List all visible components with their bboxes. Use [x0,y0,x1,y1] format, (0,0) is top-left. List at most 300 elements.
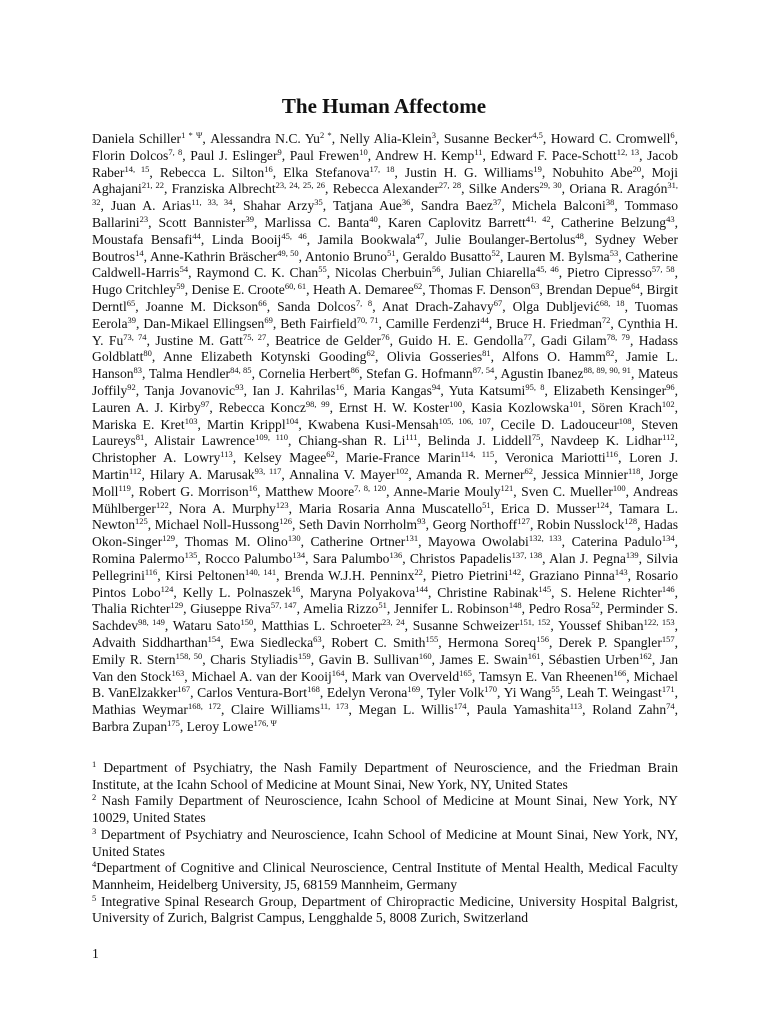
author [92,450,233,465]
author-name: Nora A. Murphy [178,500,276,516]
author-affiliation-marker: 160 [418,650,432,661]
author [559,635,675,650]
author-name: Raymond C. K. Chan [196,265,319,281]
author-name: Veronica Mariotti [505,450,606,466]
author-affiliation-marker: 134 [292,549,306,560]
author-affiliation-marker: 16 [291,583,301,594]
author-affiliation-marker: 93 [235,381,244,392]
author-affiliation-marker: 51 [482,499,491,510]
author-name: Amanda R. Merner [416,466,525,482]
author [163,349,375,364]
author [502,349,615,364]
author-list: Daniela Schiller$^{1 * \Psi}$, Alessandra N.C. $Yu^{2 *}$, Nelly Alia-Klein$^3$, Susanne Becker$^{4,5}$, Howard C. Cromwell$^6$, Florin Dolcos$^{7, 8}$, Paul J. Eslinger$^9$, Paul Frewen$^{10}$, Andrew H. Kemp$^{11}$, Edward F. Pace-Schott$^{12, 13}$, Jacob Raber$^{14, 15}$, Rebecca L. Silton$^{16}$, Elka Stefanova$^{17, 18}$, Justin H. G. Williams$^{19}$, Nobuhito Abe$^{20}$, Moji Aghajani$^{21, 22}$, Franziska Albrecht$^{23, 24, 25, 26}$, Rebecca Alexander$^{27, 28}$, Silke Anders$^{29, 30}$, Oriana R. Aragón$^{31, 32}$, Juan A. Arias$^{11, 33, 34}$, Shahar Arzy$^{35}$, Tatjana Aue$^{36}$, Sandra Baez$^{37}$, Michela Balconi$^{38}$, Tommaso Ballarini$^{23}$, Scott Bannister$^{39}$, Marlissa C. Banta$^{40}$, Karen Caplovitz Barrett$^{41, 42}$, Catherine Belzung$^{43}$, Moustafa Bensafi$^{44}$, Linda Booij$^{45, 46}$, Jamila Bookwala$^{47}$, Julie Boulanger-Bertolus$^{48}$, Sydney Weber Boutros$^{14}$, Anne-Kathrin Bräscher$^{49, 50}$, Antonio Bruno$^{51}$, Geraldo Busatto$^{52}$, Lauren M. Bylsma$^{53}$, Catherine Caldwell-Harris$^{54}$, Raymond C. K. Chan$^{55}$, Nicolas Cherbuin$^{56}$, Julian Chiarella$^{45, 46}$, Pietro Cipresso$^{57, 58}$, Hugo Critchley$^{59}$, Denise E. Croote$^{60, 61}$, Heath A. Demaree$^{62}$, Thomas F. Denson$^{63}$, Brendan Depue$^{64}$, Birgit Derntl$^{65}$, Joanne M. Dickson$^{66}$, Sanda Dolcos$^{7, 8}$, Anat Drach-Zahavy$^{67}$, Olga Dubljević$^{68, 18}$, Tuomas Eerola$^{39}$, Dan-Mikael Ellingsen$^{69}$, Beth Fairfield$^{70, 71}$, Camille Ferdenzi$^{44}$, Bruce H. Friedman$^{72}$, Cynthia H. Y. Fu$^{73, 74}$, Justine M. Gatt$^{75, 27}$, Beatrice de Gelder$^{76}$, Guido H. E. Gendolla$^{77}$, Gadi Gilam$^{78, 79}$, Hadass Goldblatt$^{80}$, Anne Elizabeth Kotynski Gooding$^{62}$, Olivia Gosseries$^{81}$, Alfons O. Hamm$^{82}$, Jamie L. Hanson$^{83}$, Talma Hendler$^{84, 85}$, Cornelia Herbert$^{86}$, Stefan G. Hofmann$^{87, 54}$, Agustin Ibanez$^{88, 89, 90, 91}$, Mateus Joffily$^{92}$, Tanja Jovanovic$^{93}$, Ian J. Kahrilas$^{16}$, Maria Kangas$^{94}$, Yuta Katsumi$^{95, 8}$, Elizabeth Kensinger$^{96}$, Lauren A. J. Kirby$^{97}$, Rebecca Koncz$^{98, 99}$, Ernst H. W. Koster$^{100}$, Kasia Kozlowska$^{101}$, Sören Krach$^{102}$, Mariska E. Kret$^{103}$, Martin Krippl$^{104}$, Kwabena Kusi-Mensah$^{105, 106, 107}$, Cecile D. Ladouceur$^{108}$, Steven Laureys$^{81}$, Alistair Lawrence$^{109, 110}$, Chiang-shan R. Li$^{111}$, Belinda J. Liddell$^{75}$, Navdeep K. Lidhar$^{112}$, Christopher A. Lowry$^{113}$, Kelsey Magee$^{62}$, Marie-France Marin$^{114, 115}$, Veronica Mariotti$^{116}$, Loren J. Martin$^{112}$, Hilary A. Marusak$^{93, 117}$, Annalina V. Mayer$^{102}$, Amanda R. Merner$^{62}$, Jessica Minnier$^{118}$, Jorge Moll$^{119}$, Robert G. Morrison$^{16}$, Matthew Moore$^{7, 8, 120}$, Anne-Marie Mouly$^{121}$, Sven C. Mueller$^{100}$, Andreas Mühlberger$^{122}$, Nora A. Murphy$^{123}$, Maria Rosaria Anna Muscatello$^{51}$, Erica D. Musser$^{124}$, Tamara L. Newton$^{125}$, Michael Noll-Hussong$^{126}$, Seth Davin Norrholm$^{93}$, Georg Northoff$^{127}$, Robin Nusslock$^{128}$, Hadas Okon-Singer$^{129}$, Thomas M. Olino$^{130}$, Catherine Ortner$^{131}$, Mayowa Owolabi$^{132, 133}$, Caterina Padulo$^{134}$, Romina Palermo$^{135}$, Rocco Palumbo$^{134}$, Sara Palumbo$^{136}$, Christos Papadelis$^{137, 138}$, Alan J. Pegna$^{139}$, Silvia Pellegrini$^{116}$, Kirsi Peltonen$^{140, 141}$, Brenda W.J.H. Penninx$^{22}$, Pietro Pietrini$^{142}$, Graziano Pinna$^{143}$, Rosario Pintos Lobo$^{124}$, Kelly L. Polnaszek$^{16}$, Maryna Polyakova$^{144}$, Christine Rabinak$^{145}$, S. Helene Richter$^{146}$, Thalia Richter$^{129}$, Giuseppe Riva$^{57, 147}$, Amelia Rizzo$^{51}$, Jennifer L. Robinson$^{148}$, Pedro Rosa$^{52}$, Perminder S. Sachdev$^{98, 149}$, Wataru Sato$^{150}$, Matthias L. Schroeter$^{23, 24}$, Susanne Schweizer$^{151, 152}$, Youssef Shiban$^{122, 153}$, Advaith Siddharthan$^{154}$, Ewa Siedlecka$^{63}$, Robert C. Smith$^{155}$, Hermona Soreq$^{156}$, Derek P. Spangler$^{157}$, Emily R. Stern$^{158, 50}$, Charis Styliadis$^{159}$, Gavin B. Sullivan$^{160}$, James E. Swain$^{161}$, Sébastien Urben$^{162}$, Jan Van den Stock$^{163}$, Michael A. van der Kooij$^{164}$, Mark van Overveld$^{165}$, Tamsyn E. Van Rheenen$^{166}$, Michael B. VanElzakker$^{167}$, Carlos Ventura-Bort$^{168}$, Edelyn Verona$^{169}$, Tyler Volk$^{170}$, Yi Wang$^{55}$, Leah T. Weingast$^{171}$, Mathias Weymar$^{168, 172}$, Claire Williams$^{11, 173}$, Megan L. Willis$^{174}$, Paula Yamashita$^{113}$, Roland Zahn$^{74}$, Barbra Zupan$^{175}$, Leroy Lowe$^{176, \Psi}$ [92,130,679,734]
author-name: Belinda J. Liddell [427,433,532,449]
author-name: Paul Frewen [289,147,360,163]
affiliation [92,793,678,826]
author [552,165,641,180]
author-affiliation-marker: 40 [369,213,378,224]
author-name: Michael A. van der Kooij [191,668,332,684]
author [431,568,521,583]
author-affiliation-marker: 169 [407,684,421,695]
author [92,417,197,432]
affiliation-text: Nash Family Department of Neuroscience, Icahn School of Medicine at Mount Sinai, New York, NY 10029, United States [92,793,678,826]
author-name: Alistair Lawrence [153,433,256,449]
author-name: Talma Hendler [148,366,231,382]
author [253,383,345,398]
author-affiliation-marker: 161 [527,650,541,661]
author-affiliation-marker: 171 [661,684,675,695]
author-name: Anat Drach-Zahavy [381,298,494,314]
author-affiliation-marker: 56 [432,264,441,275]
author [150,249,299,264]
author-affiliation-marker: 100 [449,398,462,409]
author-affiliation-marker: 167 [177,684,191,695]
author [561,585,675,600]
author [553,383,674,398]
author-affiliation-marker: 94 [431,381,441,392]
author-name: Sara Palumbo [312,550,390,566]
author-affiliation-marker: 84, 85 [230,365,252,376]
author-affiliation-marker: 39 [245,213,254,224]
author [548,652,651,667]
author [160,165,273,180]
author-name: Brendan Depue [546,282,632,298]
author-name: Loren J. Martin [92,450,679,482]
author-name: Leroy Lowe [186,718,254,734]
author-affiliation-marker: 170 [484,684,498,695]
author-name: Caterina Padulo [571,534,662,550]
author [433,517,530,532]
author [537,517,637,532]
author [387,349,491,364]
author [305,249,396,264]
author-affiliation-marker: 97 [200,398,210,409]
page-number: 1 [92,946,99,961]
author-affiliation-marker: 45, 46 [535,264,559,275]
author-name: Anne-Marie Mouly [393,483,501,499]
author-affiliation-marker: 39 [127,314,136,325]
author-name: Jacob Raber [92,147,679,180]
author-affiliation-marker: 21, 22 [141,180,164,191]
author-affiliation-marker: 16 [264,163,273,174]
author-name: Leah T. Weingast [566,685,662,701]
author-name: Oriana R. Aragón [569,181,668,197]
author [501,366,631,381]
author [549,551,639,566]
author [428,433,541,448]
author [191,669,344,684]
author [561,215,675,230]
author-name: Thalia Richter [92,601,171,617]
author-affiliation-marker: 116 [144,566,158,577]
author-affiliation-marker: 136 [389,549,403,560]
author-affiliation-marker: 122, 153 [643,617,675,628]
author [382,299,502,314]
author [92,702,221,717]
author-name: Tyler Volk [426,685,485,701]
author-name: Maria Rosaria Anna Muscatello [298,500,483,516]
author [92,601,183,616]
author-name: Silke Anders [468,181,540,197]
author-name: Robin Nusslock [536,517,625,533]
author-affiliation-marker: 143 [614,566,628,577]
author-affiliation-marker: 105, 106, 107 [438,415,491,426]
affiliation-number: 2 [92,792,97,803]
author [504,685,560,700]
author-affiliation-marker: 55 [318,264,327,275]
author-name: Anne-Kathrin Bräscher [149,248,278,264]
author [529,601,600,616]
author [572,534,675,549]
author-name: Hugo Critchley [92,282,177,298]
author [507,249,618,264]
author-affiliation-marker: 1 * Ψ [181,130,203,140]
author-affiliation-marker: 9 [277,146,282,157]
author [375,148,483,163]
author-affiliation-marker: 118 [627,465,641,476]
author-name: Gadi Gilam [540,332,607,348]
author-name: Emily R. Stern [92,651,176,667]
author [471,400,582,415]
author [155,333,266,348]
author-affiliation-marker: 162 [639,650,652,661]
author-name: Romina Palermo [92,550,185,566]
author-name: Gavin B. Sullivan [318,651,419,667]
author-name: Chiang-shan R. Li [298,433,406,449]
affiliation [92,860,678,893]
author-name: Ian J. Kahrilas [252,382,336,398]
author-name: Sébastien Urben [548,651,640,667]
author-name: Ernst H. W. Koster [338,399,450,415]
author-name: Bruce H. Friedman [496,315,602,331]
author-affiliation-marker: 151, 152 [519,617,551,628]
author-affiliation-marker: 168 [307,684,320,695]
author-affiliation-marker: 113 [569,701,583,712]
author-affiliation-marker: 163 [171,667,185,678]
author [529,568,627,583]
author-affiliation-marker: 11, 173 [319,701,349,712]
author-name: Elizabeth Kensinger [553,382,667,398]
author-name: Carlos Ventura-Bort [197,685,308,701]
author-affiliation-marker: 12, 13 [616,146,640,157]
author-name: Roland Zahn [592,702,667,718]
author-name: Heath A. Demaree [312,282,414,298]
author-name: Florin Dolcos [92,147,169,163]
author-name: Michael B. VanElzakker [92,668,679,701]
author-affiliation-marker: 150 [240,617,254,628]
author-affiliation-marker: 3 [431,130,436,140]
author-name: Maryna Polyakova [309,584,416,600]
author-name: Rebecca Alexander [332,181,439,197]
author-name: Graziano Pinna [529,567,615,583]
author-name: Alessandra N.C. Yu [210,131,320,146]
author [210,131,331,146]
author-name: Pedro Rosa [528,601,592,617]
author-name: Stefan G. Hofmann [366,366,473,382]
author-affiliation-marker: 75, 27 [242,331,267,342]
author [144,383,243,398]
author [318,232,425,247]
author-name: Andreas Mühlberger [92,483,679,516]
author [244,450,335,465]
author-name: Howard C. Cromwell [550,131,671,146]
author [92,400,209,415]
author [591,400,675,415]
author-name: Matthias L. Schroeter [261,618,383,634]
author [448,635,549,650]
author [165,568,276,583]
author [558,618,675,633]
author-name: Tommaso Ballarini [92,198,679,230]
author-name: Erica D. Musser [500,500,597,516]
author-affiliation-marker: 41, 42 [525,213,551,224]
author-affiliation-marker: 76 [381,331,390,342]
author-affiliation-marker: 98, 149 [138,617,165,628]
author [92,652,202,667]
author [190,148,282,163]
author [541,467,640,482]
author [313,282,422,297]
author-affiliation-marker: 139 [625,549,639,560]
author-affiliation-marker: 62 [326,449,335,460]
author-affiliation-marker: 158, 50 [175,650,203,661]
author-affiliation-marker: 108 [618,415,632,426]
affiliation-text: Department of Psychiatry and Neuroscience, Icahn School of Medicine at Mount Sinai, New York, NY, United States [92,826,678,859]
author-name: Giuseppe Riva [190,601,271,617]
author [496,316,610,331]
author-name: Steven Laureys [92,416,679,449]
author-affiliation-marker: 66 [258,297,267,308]
author-name: Thomas F. Denson [428,282,531,298]
author-name: Charis Styliadis [210,651,298,667]
author-name: Sanda Dolcos [277,298,356,314]
author-affiliation-marker: 4,5 [532,130,543,140]
author [352,669,472,684]
author [179,501,289,516]
author-name: Julie Boulanger-Bertolus [435,231,576,247]
author-name: Olivia Gosseries [386,349,483,365]
author-affiliation-marker: 77 [523,331,532,342]
author-name: Jamila Bookwala [317,231,416,247]
author-affiliation-marker: 44 [192,230,201,241]
author-affiliation-marker: 116 [605,449,619,460]
author [243,198,323,213]
author-name: Advaith Siddharthan [92,634,208,650]
author-affiliation-marker: 55 [551,684,560,695]
author-affiliation-marker: 48 [575,230,584,241]
author-affiliation-marker: 93, 117 [254,465,282,476]
author-affiliation-marker: 14 [135,247,144,258]
author-name: Maria Kangas [353,382,432,398]
author [346,450,494,465]
author-affiliation-marker: 31, 32 [92,180,678,208]
author-affiliation-marker: 98, 99 [305,398,330,409]
author-affiliation-marker: 131 [405,533,419,544]
author-affiliation-marker: 14, 15 [124,163,150,174]
author-name: Denise E. Croote [191,282,285,298]
author-affiliation-marker: 103 [184,415,198,426]
author-name: Amelia Rizzo [302,601,379,617]
author-name: Franziska Albrecht [171,181,276,197]
author-affiliation-marker: 73, 74 [123,331,147,342]
author-name: Ewa Siedlecka [229,634,314,650]
author-name: Kasia Kozlowska [471,399,570,415]
author-affiliation-marker: 2 * [319,130,332,140]
author-affiliation-marker: 37 [492,197,502,208]
author [111,198,232,213]
author-affiliation-marker: 23, 24 [382,617,405,628]
author-name: Barbra Zupan [92,718,168,734]
author-affiliation-marker: 166 [613,667,627,678]
author-name: Alan J. Pegna [549,550,626,566]
author-name: Tuomas Eerola [92,298,679,331]
author-name: Yi Wang [503,685,552,701]
author [92,635,220,650]
author-affiliation-marker: 156 [536,633,549,644]
author [310,585,428,600]
author-name: Linda Booij [211,231,282,247]
author-affiliation-marker: 113 [220,449,233,460]
affiliation-text: Integrative Spinal Research Group, Department of Chiropractic Medicine, University Hospital Balgrist, University of Zurich, Balgrist Campus, Lengghalde 5, 8008 Zurich, Switzerland [92,893,678,926]
author-affiliation-marker: 132, 133 [528,533,562,544]
author-affiliation-marker: 6 [670,130,675,140]
author-affiliation-marker: 44 [480,314,489,325]
author-affiliation-marker: 65 [126,297,136,308]
author [394,601,522,616]
author [429,282,540,297]
author-affiliation-marker: 20 [632,163,642,174]
author-affiliation-marker: 155 [425,633,439,644]
author [500,417,631,432]
author-name: Pietro Cipresso [566,265,652,281]
affiliation-number: 5 [92,892,97,903]
author-affiliation-marker: 47 [415,230,425,241]
author [277,299,372,314]
author-affiliation-marker: 16 [248,482,258,493]
author-name: Wataru Sato [172,618,241,634]
author [190,601,296,616]
author-affiliation-marker: 22 [414,566,423,577]
author [173,618,254,633]
author-name: Karen Caplovitz Barrett [388,214,526,230]
author [546,282,639,297]
author-name: Hermona Soreq [447,634,537,650]
author [219,400,330,415]
author-affiliation-marker: 51 [387,247,396,258]
author [421,198,502,213]
author-affiliation-marker: 175 [167,717,180,728]
author-name: Mark van Overveld [351,668,460,684]
author [275,333,389,348]
author-name: Martin Krippl [206,416,286,432]
author-name: Antonio Bruno [304,248,388,264]
author-name: Catherine Caldwell-Harris [92,248,679,281]
author-name: Moustafa Bensafi [92,231,193,247]
author [333,181,461,196]
author [185,534,301,549]
author-name: Michela Balconi [511,198,606,214]
author [210,652,310,667]
author [92,282,185,297]
author-affiliation-marker: 62 [366,348,375,359]
author [327,685,420,700]
author-name: Anne Elizabeth Kotynski Gooding [162,349,367,365]
author-affiliation-marker: 38 [605,197,615,208]
author-affiliation-marker: 123 [275,499,289,510]
author-affiliation-marker: 174 [453,701,467,712]
author-name: Mariska E. Kret [92,416,185,432]
author-name: Thomas M. Olino [184,534,288,550]
author [393,484,513,499]
author-name: Brenda W.J.H. Penninx [284,567,415,583]
author [567,685,675,700]
author-affiliation-marker: 62 [413,281,423,292]
author-affiliation-marker: 102 [395,465,409,476]
author-name: Edward F. Pace-Schott [490,147,617,163]
author [158,215,254,230]
author [339,400,462,415]
author [212,232,307,247]
author [449,265,559,280]
author-name: Dan-Mikael Ellingsen [143,315,265,331]
author [299,517,426,532]
author [155,517,292,532]
author-name: Birgit Derntl [92,282,678,314]
author-name: Perminder S. Sachdev [92,601,679,634]
author-affiliation-marker: 11, 33, 34 [191,197,233,208]
affiliation [92,894,678,927]
author-affiliation-marker: 81 [482,348,491,359]
author-affiliation-marker: 57, 58 [651,264,675,275]
author-name: Andrew H. Kemp [374,147,475,163]
author [469,181,562,196]
author [416,467,533,482]
author [183,585,300,600]
author [313,551,403,566]
author-name: Marlissa C. Banta [264,214,370,230]
author [92,719,180,734]
affiliation-text: Department of Psychiatry, the Nash Family Department of Neuroscience, and the Friedman Brain Institute, at the Icahn School of Medicine at Mount Sinai, New York, NY, United States [92,760,678,792]
author-affiliation-marker: 52 [491,247,500,258]
author-name: Justin H. G. Williams [404,164,534,180]
author [92,131,202,146]
author-affiliation-marker: 96 [666,381,675,392]
author [308,417,491,432]
author-name: Elka Stefanova [283,164,370,180]
author-affiliation-marker: 128 [624,516,638,527]
author-affiliation-marker: 135 [184,549,198,560]
author-affiliation-marker: 83 [133,365,143,376]
author-name: Nicolas Cherbuin [335,265,433,281]
author [92,551,197,566]
author-name: Catherine Belzung [561,214,667,230]
author-name: Mateus Joffily [92,366,679,398]
author [405,165,542,180]
author-name: Rebecca Koncz [218,399,306,415]
author-name: Olga Dubljević [512,298,600,314]
author-affiliation-marker: 52 [591,600,600,611]
author [230,635,322,650]
author [413,618,551,633]
author-name: Tatjana Aue [333,198,402,214]
author-affiliation-marker: 16 [335,381,345,392]
author-name: Navdeep K. Lidhar [550,433,663,449]
author-affiliation-marker: 29, 30 [539,180,562,191]
author [280,316,378,331]
author-name: Seth Davin Norrholm [298,517,418,533]
author-affiliation-marker: 176, Ψ [253,717,277,728]
author-name: Silvia Pellegrini [92,550,679,583]
